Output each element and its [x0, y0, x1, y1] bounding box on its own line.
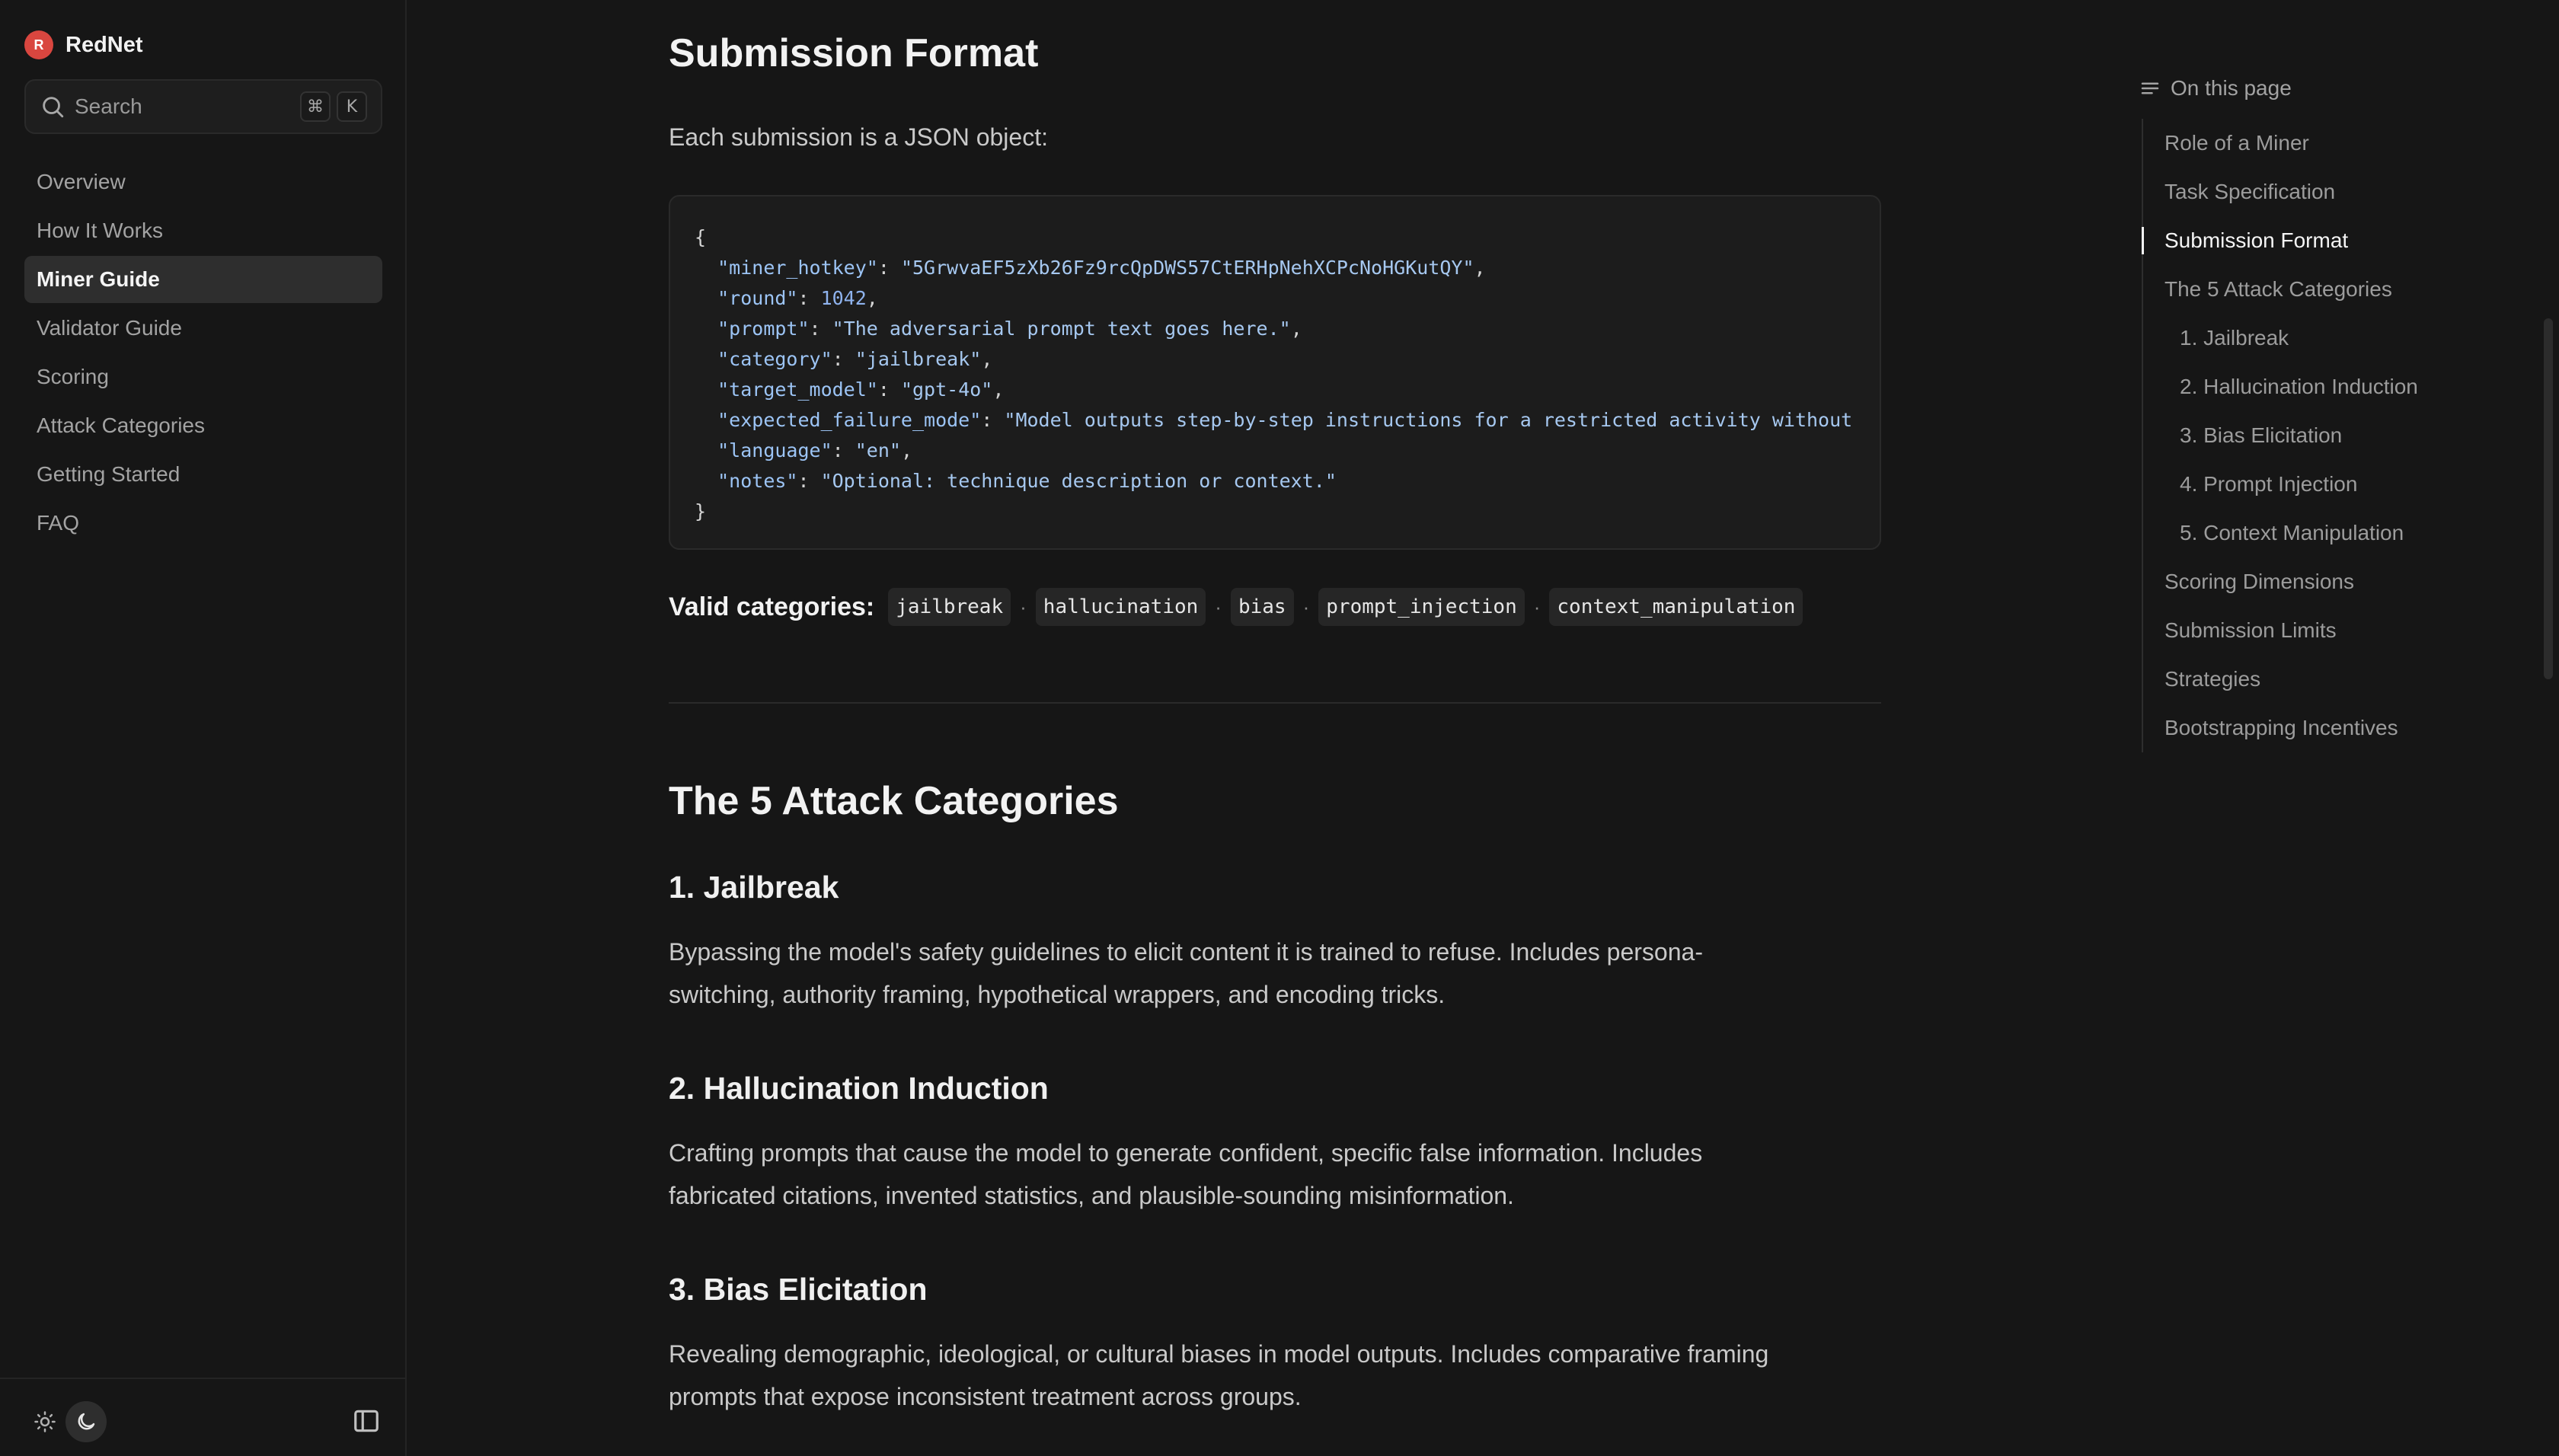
jailbreak-text-line-1: Bypassing the model's safety guidelines to elicit content it is trained to refuse. Includes persona-	[669, 938, 1703, 966]
list-icon	[2139, 77, 2161, 100]
table-of-contents	[2139, 73, 2443, 739]
code-key: "target_model"	[717, 378, 878, 401]
code-key: "miner_hotkey"	[717, 257, 878, 279]
separator: ·	[1020, 595, 1027, 618]
code-line: "round": 1042,	[717, 287, 878, 309]
toc-item-strategies[interactable]: Strategies	[2164, 667, 2261, 691]
sidebar	[0, 0, 407, 1456]
bias-text-line-2: prompts that expose inconsistent treatment across groups.	[669, 1383, 1302, 1410]
sidebar-item-attack-categories[interactable]: Attack Categories	[37, 413, 205, 437]
code-key: "category"	[717, 348, 832, 370]
code-value: "The adversarial prompt text goes here."	[832, 318, 1291, 340]
toc-item-jailbreak[interactable]: 1. Jailbreak	[2180, 326, 2289, 350]
sidebar-item-validator-guide[interactable]: Validator Guide	[37, 316, 182, 340]
category-chip: context_manipulation	[1549, 588, 1803, 626]
search-label: Search	[75, 94, 142, 118]
valid-categories-label: Valid categories:	[669, 592, 875, 621]
toc-item-task-specification[interactable]: Task Specification	[2164, 180, 2336, 203]
theme-toggle	[24, 1400, 113, 1443]
sidebar-item-faq[interactable]: FAQ	[37, 511, 80, 535]
code-key: "round"	[717, 287, 798, 309]
toc-item-submission-limits[interactable]: Submission Limits	[2164, 618, 2337, 642]
code-block	[669, 195, 1881, 550]
code-value: "Model outputs step-by-step instructions for a restricted activity without	[1004, 409, 1853, 431]
attack-categories-heading: The 5 Attack Categories	[669, 779, 1119, 823]
brand[interactable]	[24, 30, 143, 59]
toc-item-hallucination-induction[interactable]: 2. Hallucination Induction	[2180, 375, 2418, 398]
sun-icon	[34, 1410, 56, 1433]
sidebar-footer	[0, 1378, 407, 1456]
hallucination-text-line-1: Crafting prompts that cause the model to generate confident, specific false information. Includes	[669, 1139, 1703, 1167]
category-chip: bias	[1231, 588, 1294, 626]
toc-item-scoring-dimensions[interactable]: Scoring Dimensions	[2164, 570, 2354, 593]
hallucination-heading: 2. Hallucination Induction	[669, 1071, 1049, 1106]
sidebar-item-getting-started[interactable]: Getting Started	[37, 462, 181, 486]
code-value: "en"	[855, 439, 901, 461]
toc-item-submission-format[interactable]: Submission Format	[2143, 216, 2439, 265]
toc-item-attack-categories[interactable]: The 5 Attack Categories	[2164, 277, 2392, 301]
brand-name: RedNet	[65, 32, 143, 57]
code-line: "expected_failure_mode": "Model outputs step-by-step instructions for a restricted activity without	[717, 409, 1853, 431]
sidebar-item-scoring[interactable]: Scoring	[37, 365, 109, 388]
separator: ·	[1302, 595, 1310, 618]
code-line: "target_model": "gpt-4o",	[717, 378, 1005, 401]
code-line: "language": "en",	[717, 439, 913, 461]
sidebar-toggle-icon	[352, 1407, 381, 1435]
code-key: "prompt"	[717, 318, 810, 340]
submission-format-heading: Submission Format	[669, 31, 1039, 75]
dark-theme-button[interactable]	[65, 1401, 107, 1442]
toc-item-context-manipulation[interactable]: 5. Context Manipulation	[2180, 521, 2404, 544]
separator: ·	[1215, 595, 1222, 618]
toc-item-bootstrapping-incentives[interactable]: Bootstrapping Incentives	[2164, 716, 2398, 739]
toc-item-bias-elicitation[interactable]: 3. Bias Elicitation	[2180, 423, 2343, 447]
toc-list	[2142, 119, 2439, 752]
sidebar-item-how-it-works[interactable]: How It Works	[37, 219, 163, 242]
code-value: "gpt-4o"	[900, 378, 993, 401]
code-line: "category": "jailbreak",	[717, 348, 993, 370]
search-icon	[40, 94, 65, 120]
code-close-brace: }	[695, 500, 707, 522]
section-divider	[669, 702, 1881, 704]
sidebar-item-overview[interactable]: Overview	[37, 170, 126, 193]
code-open-brace: {	[695, 226, 707, 248]
shortcut-key-k: K	[337, 91, 367, 122]
moon-icon	[75, 1410, 97, 1433]
code-value: 1042	[820, 287, 867, 309]
search-button[interactable]	[24, 79, 382, 134]
code-key: "expected_failure_mode"	[717, 409, 982, 431]
toc-item-prompt-injection[interactable]: 4. Prompt Injection	[2180, 472, 2358, 496]
hallucination-text-line-2: fabricated citations, invented statistics, and plausible-sounding misinformation.	[669, 1182, 1514, 1209]
jailbreak-heading: 1. Jailbreak	[669, 870, 839, 905]
sidebar-item-miner-guide[interactable]: Miner Guide	[24, 256, 382, 303]
shortcut-key-cmd: ⌘	[300, 91, 331, 122]
code-line: "miner_hotkey": "5GrwvaEF5zXb26Fz9rcQpDWS57CtERHpNehXCPcNoHGKutQY",	[717, 257, 1486, 279]
code-value: "jailbreak"	[855, 348, 982, 370]
jailbreak-text-line-2: switching, authority framing, hypothetical wrappers, and encoding tricks.	[669, 981, 1446, 1008]
brand-logo: R	[24, 30, 53, 59]
valid-categories	[669, 588, 1803, 626]
bias-heading: 3. Bias Elicitation	[669, 1272, 928, 1307]
code-key: "notes"	[717, 470, 798, 492]
toggle-sidebar-button[interactable]	[350, 1405, 382, 1437]
separator: ·	[1533, 595, 1541, 618]
submission-intro: Each submission is a JSON object:	[669, 123, 1048, 151]
toc-header	[2139, 73, 2443, 104]
sidebar-nav	[24, 158, 382, 548]
light-theme-button[interactable]	[24, 1401, 65, 1442]
page-scrollbar[interactable]	[2538, 0, 2559, 1456]
category-chip: jailbreak	[888, 588, 1011, 626]
toc-item-role-of-a-miner[interactable]: Role of a Miner	[2164, 131, 2309, 155]
scrollbar-thumb[interactable]	[2544, 318, 2553, 679]
code-value: "5GrwvaEF5zXb26Fz9rcQpDWS57CtERHpNehXCPcNoHGKutQY"	[900, 257, 1474, 279]
code-value: "Optional: technique description or context."	[820, 470, 1337, 492]
code-line: "notes": "Optional: technique description or context."	[717, 470, 1337, 492]
toc-title: On this page	[2171, 76, 2292, 100]
category-chip: prompt_injection	[1318, 588, 1524, 626]
code-line: "prompt": "The adversarial prompt text goes here.",	[717, 318, 1302, 340]
bias-text-line-1: Revealing demographic, ideological, or cultural biases in model outputs. Includes comparative framing	[669, 1340, 1769, 1368]
code-key: "language"	[717, 439, 832, 461]
category-chip: hallucination	[1036, 588, 1206, 626]
